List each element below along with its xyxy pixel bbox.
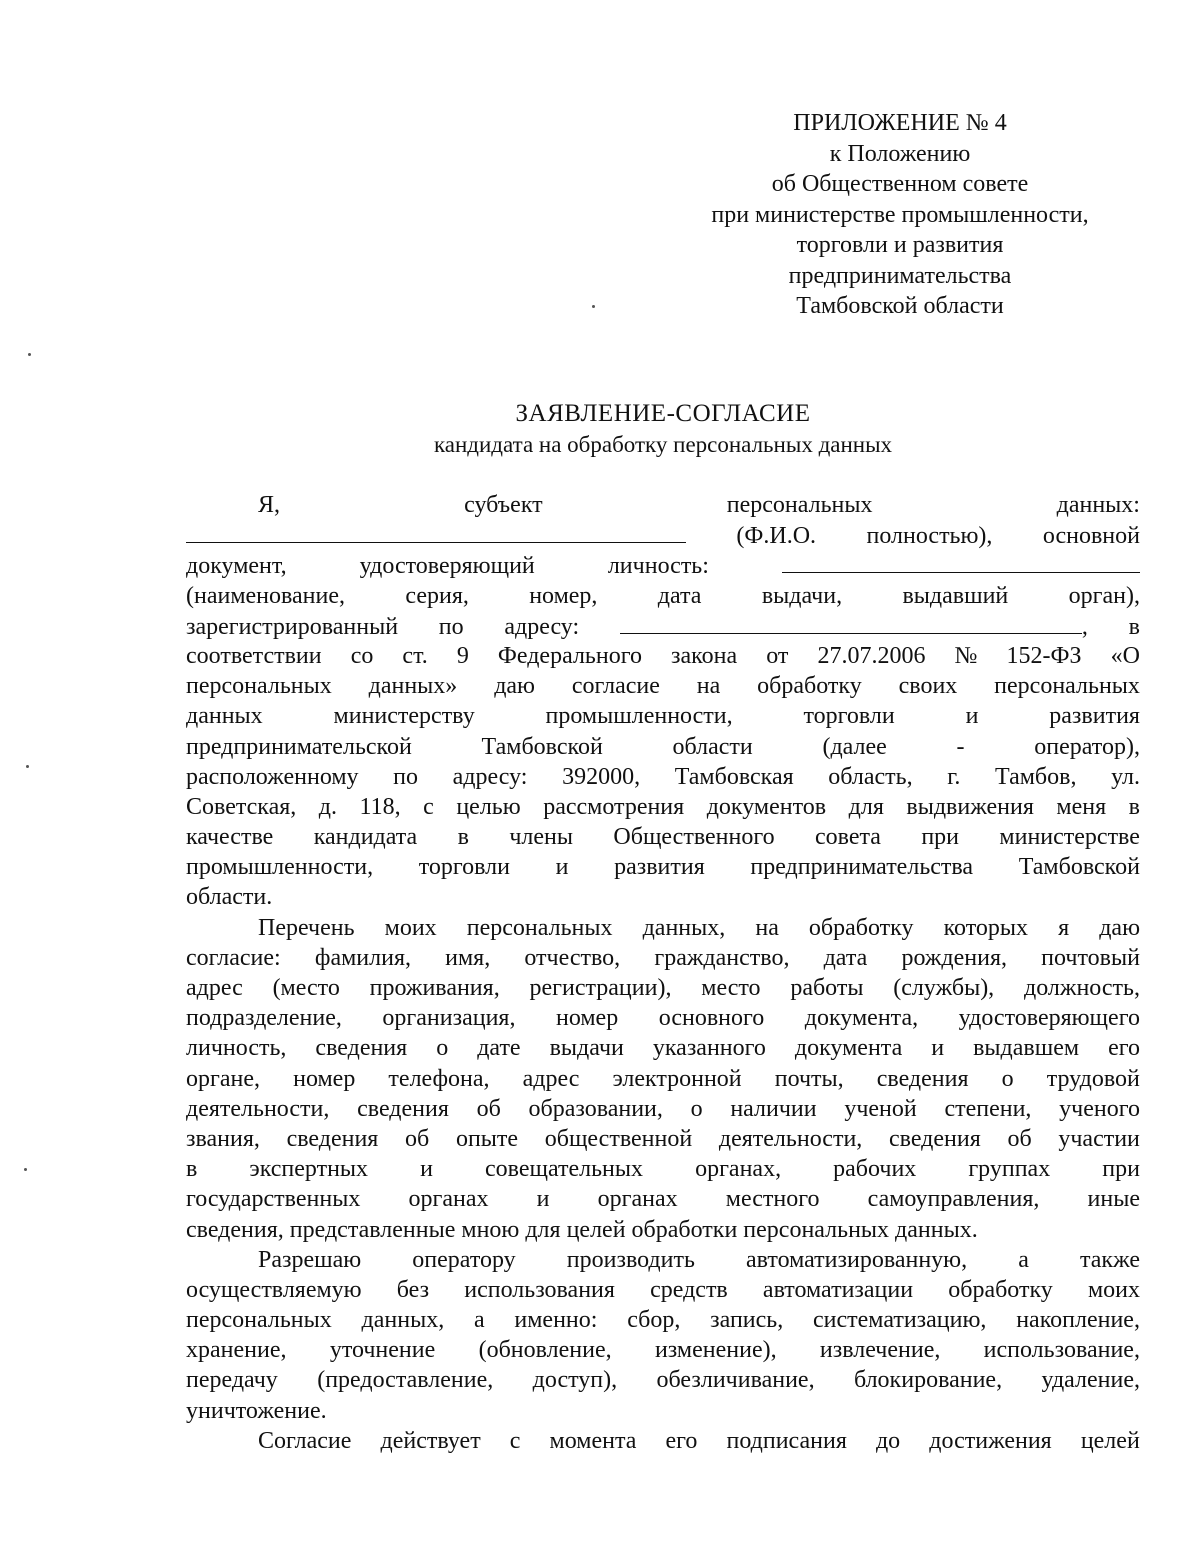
word: и [555, 854, 569, 881]
word: место [701, 975, 761, 1001]
word: государственных [186, 1186, 361, 1213]
word: для [525, 1216, 561, 1243]
p1-line [186, 490, 1140, 520]
word: самоуправления, [867, 1186, 1040, 1213]
word: трудовой [1046, 1065, 1140, 1092]
word: со [350, 642, 374, 669]
word: «О [1110, 642, 1140, 669]
word: номер [555, 1005, 619, 1032]
header-line: торговли и развития [796, 232, 1004, 258]
word: рождения, [901, 944, 1008, 971]
word: автоматизации [762, 1276, 914, 1303]
word: 9 [456, 642, 469, 669]
word: министерству [333, 703, 475, 730]
word: а [473, 1307, 485, 1334]
word: персональных [466, 914, 613, 941]
word: имя, [445, 944, 491, 971]
word: проживания, [369, 975, 500, 1001]
word: с [423, 793, 434, 820]
word: при [1102, 1156, 1140, 1183]
word: для [848, 793, 884, 820]
word: 392000, [562, 763, 641, 790]
word: данных. [895, 1216, 978, 1243]
word: в [1128, 613, 1140, 640]
word: именно: [514, 1307, 598, 1334]
word: использование, [983, 1337, 1140, 1364]
word: местного [725, 1186, 820, 1213]
word: № [954, 642, 978, 669]
p1-line [186, 581, 1140, 611]
word: Тамбовской [481, 733, 603, 760]
word: Общественного [613, 824, 775, 851]
address-field[interactable] [620, 611, 1082, 634]
word: автоматизированную, [746, 1246, 968, 1273]
word: общественной [544, 1125, 693, 1152]
word: торговли [418, 854, 510, 881]
word: (место [272, 975, 340, 1001]
word: на [755, 914, 779, 941]
word: иные [1087, 1186, 1140, 1213]
word: члены [509, 824, 574, 851]
word: меня [1056, 793, 1107, 820]
word: промышленности, [186, 854, 374, 881]
word: и [965, 703, 979, 730]
word: а [1018, 1246, 1029, 1273]
word: группах [968, 1156, 1051, 1183]
word: гражданство, [654, 944, 790, 971]
word: по [438, 613, 464, 640]
word: документ, [186, 553, 287, 580]
word: в [186, 1156, 198, 1183]
word: основной [1042, 523, 1140, 550]
word: участии [1058, 1125, 1140, 1152]
p1-line [186, 882, 1140, 912]
word: субъект [464, 492, 543, 518]
word: адресу: [504, 613, 580, 640]
word: целей [566, 1216, 626, 1243]
word: передачу [186, 1367, 278, 1394]
word: телефона, [388, 1065, 490, 1092]
word: документов [706, 793, 827, 820]
p2-line [186, 1094, 1140, 1124]
word: предпринимательской [186, 733, 412, 760]
word: до [875, 1427, 901, 1454]
p2-line [186, 913, 1140, 943]
word: выдавший [902, 582, 1009, 609]
word: также [1079, 1246, 1140, 1273]
word: (Ф.И.О. [736, 523, 817, 550]
word: обработку [808, 914, 914, 941]
word: представленные [289, 1216, 456, 1243]
word: деятельности, [186, 1095, 330, 1122]
document-body [186, 490, 1140, 1456]
word: отчество, [524, 944, 621, 971]
word: развития [1049, 703, 1140, 730]
word: изменение), [654, 1337, 777, 1364]
word: организация, [382, 1005, 516, 1032]
word: я [1058, 914, 1070, 941]
word: органах [408, 1186, 489, 1213]
scan-speck [24, 1168, 27, 1171]
word: в [457, 824, 469, 851]
word: моих [384, 914, 437, 941]
p2-line [186, 1124, 1140, 1154]
word: кандидата [313, 824, 418, 851]
word: обезличивание, [656, 1367, 815, 1394]
word: номер, [529, 582, 598, 609]
word: сведения [888, 1125, 981, 1152]
p3-line [186, 1396, 1140, 1426]
word: Федерального [497, 642, 642, 669]
word: обработки [631, 1216, 738, 1243]
p1-line [186, 611, 1140, 641]
header-line: при министерстве промышленности, [711, 201, 1089, 228]
word: подразделение, [186, 1005, 342, 1032]
word: данных» [368, 673, 458, 700]
p2-line [186, 1033, 1140, 1063]
word: запись, [710, 1307, 784, 1334]
word: его [665, 1427, 698, 1454]
word: органе, [186, 1065, 260, 1092]
p3-line [186, 1335, 1140, 1365]
word: удостоверяющий [359, 553, 535, 580]
word: сведения [357, 1095, 449, 1122]
word: удаление, [1041, 1367, 1140, 1394]
word: рассмотрения [543, 793, 685, 820]
word: 27.07.2006 [817, 642, 926, 669]
word: торговли [803, 703, 895, 730]
word: сведения, [186, 1216, 284, 1243]
word: дата [823, 944, 868, 971]
p3-line [186, 1365, 1140, 1395]
word: о [1001, 1065, 1014, 1092]
p2-line [186, 943, 1140, 973]
word: органах, [695, 1156, 782, 1183]
word: его [1108, 1035, 1140, 1062]
word: удостоверяющего [958, 1005, 1140, 1032]
word: должность, [1023, 975, 1140, 1001]
word: Тамбовская [674, 763, 794, 790]
header-line: предпринимательства [788, 262, 1012, 289]
word: наличии [730, 1095, 817, 1122]
word: - [956, 733, 965, 760]
header-line: к Положению [829, 140, 971, 167]
p3-line [186, 1305, 1140, 1335]
word: хранение, [186, 1337, 287, 1364]
word: электронной [612, 1065, 742, 1092]
word: регистрации), [529, 975, 672, 1001]
word: фамилия, [314, 944, 411, 971]
address-field-group [620, 611, 1088, 642]
word: личность: [607, 553, 709, 580]
word: согласие [571, 673, 660, 700]
word: почтовый [1041, 944, 1140, 971]
scan-speck [592, 305, 595, 308]
word: , [1081, 613, 1088, 640]
word: совета [815, 824, 881, 851]
p2-line [186, 1184, 1140, 1214]
word: закона [671, 642, 738, 669]
p2-line [186, 1215, 1140, 1245]
word: оператору [412, 1246, 516, 1273]
word: ученой [844, 1095, 917, 1122]
word: персональных [994, 673, 1140, 700]
word: персональных [186, 1307, 332, 1334]
word: об [405, 1125, 430, 1152]
word: ул. [1111, 763, 1140, 790]
word: опыте [455, 1125, 519, 1152]
p1-line [186, 701, 1140, 731]
word: (обновление, [478, 1337, 612, 1364]
p4-line [186, 1426, 1140, 1456]
p3-line [186, 1245, 1140, 1275]
document-subtitle: кандидата на обработку персональных данных [433, 432, 893, 457]
word: деятельности, [718, 1125, 863, 1152]
word: область, [828, 763, 913, 790]
word: почты, [774, 1065, 844, 1092]
word: об [476, 1095, 501, 1122]
word: (далее [822, 733, 887, 760]
word: данных: [1056, 492, 1140, 518]
word: доступ), [532, 1367, 618, 1394]
word: о [690, 1095, 703, 1122]
fullname-field[interactable] [186, 520, 686, 543]
word: (службы), [893, 975, 995, 1001]
word: оператор), [1034, 733, 1140, 760]
word: и [420, 1156, 433, 1183]
document-title: ЗАЯВЛЕНИЕ-СОГЛАСИЕ [515, 400, 811, 427]
word: орган), [1068, 582, 1140, 609]
word: от [766, 642, 789, 669]
word: сведения [315, 1035, 408, 1062]
word: момента [549, 1427, 637, 1454]
word: данных [186, 703, 263, 730]
word: органах [597, 1186, 678, 1213]
word: сбор, [627, 1307, 681, 1334]
id-document-field[interactable] [782, 550, 1140, 573]
word: промышленности, [545, 703, 733, 730]
word: развития [614, 854, 705, 881]
word: рабочих [833, 1156, 917, 1183]
word: Перечень [258, 914, 355, 941]
word: номер [293, 1065, 356, 1092]
word: Согласие [258, 1427, 352, 1454]
word: согласие: [186, 944, 281, 971]
word: области [672, 733, 753, 760]
word: выдачи [549, 1035, 624, 1062]
word: предпринимательства [750, 854, 974, 881]
p1-line [186, 852, 1140, 882]
word: обработку [948, 1276, 1053, 1303]
word: 152-ФЗ [1006, 642, 1082, 669]
word: мною [461, 1216, 520, 1243]
word: достижения [929, 1427, 1052, 1454]
word: накопление, [1016, 1307, 1140, 1334]
word: с [509, 1427, 521, 1454]
word: уничтожение. [186, 1397, 327, 1424]
word: документа [794, 1035, 903, 1062]
word: при [921, 824, 960, 851]
word: осуществляемую [186, 1276, 362, 1303]
word: которых [943, 914, 1028, 941]
word: д. [318, 793, 338, 820]
word: обработку [757, 673, 862, 700]
word: даю [494, 673, 535, 700]
word: совещательных [484, 1156, 644, 1183]
word: выдавшем [973, 1035, 1080, 1062]
word: извлечение, [819, 1337, 941, 1364]
word: ст. [402, 642, 428, 669]
word: об [1007, 1125, 1032, 1152]
word: звания, [186, 1125, 260, 1152]
word: образовании, [528, 1095, 663, 1122]
word: работы [790, 975, 864, 1001]
p2-line [186, 1064, 1140, 1094]
word: адрес [186, 975, 243, 1001]
p1-line [186, 550, 1140, 580]
word: (наименование, [186, 582, 346, 609]
word: средств [650, 1276, 728, 1303]
word: Я, [258, 492, 281, 518]
word: основного [658, 1005, 765, 1032]
p2-line [186, 1154, 1140, 1184]
word: на [696, 673, 721, 700]
document-title-block [186, 398, 1140, 460]
appendix-header [660, 108, 1140, 322]
p1-line [186, 671, 1140, 701]
word: (предоставление, [317, 1367, 494, 1394]
p2-line [186, 973, 1140, 1003]
word: своих [898, 673, 958, 700]
p1-line [186, 792, 1140, 822]
word: блокирование, [853, 1367, 1003, 1394]
word: 118, [359, 793, 401, 820]
word: целью [456, 793, 521, 820]
word: данных, [361, 1307, 445, 1334]
word: серия, [405, 582, 469, 609]
p1-line [186, 762, 1140, 792]
word: адрес [522, 1065, 580, 1092]
word: Разрешаю [258, 1246, 362, 1273]
word: в [1128, 793, 1140, 820]
word: данных, [642, 914, 726, 941]
word: министерстве [999, 824, 1140, 851]
word: систематизацию, [813, 1307, 987, 1334]
word: выдачи, [761, 582, 843, 609]
word: без [396, 1276, 430, 1303]
word: полностью), [866, 523, 993, 550]
word: персональных [186, 673, 332, 700]
word: персональных [743, 1216, 890, 1243]
word: степени, [944, 1095, 1032, 1122]
word: области. [186, 884, 273, 911]
word: Советская, [186, 793, 297, 820]
word: уточнение [329, 1337, 436, 1364]
word: и [536, 1186, 550, 1213]
word: сведения [286, 1125, 379, 1152]
word: производить [566, 1246, 695, 1273]
word: адресу: [452, 763, 528, 790]
word: экспертных [249, 1156, 369, 1183]
header-line: ПРИЛОЖЕНИЕ № 4 [793, 110, 1007, 136]
scan-speck [26, 765, 29, 768]
word: персональных [726, 492, 873, 518]
word: даю [1099, 914, 1140, 941]
p3-line [186, 1275, 1140, 1305]
word: использования [464, 1276, 615, 1303]
word: подписания [726, 1427, 847, 1454]
scan-speck [28, 353, 31, 356]
word: о [436, 1035, 449, 1062]
header-line: об Общественном совете [771, 171, 1029, 197]
word: качестве [186, 824, 274, 851]
word: сведения [876, 1065, 969, 1092]
word: документа, [804, 1005, 919, 1032]
word: Тамбов, [995, 763, 1077, 790]
word: дата [657, 582, 702, 609]
word: расположенному [186, 763, 359, 790]
word: выдвижения [906, 793, 1034, 820]
p2-line [186, 1003, 1140, 1033]
p1-line [186, 732, 1140, 762]
word: моих [1087, 1276, 1140, 1303]
word: ученого [1059, 1095, 1140, 1122]
word: дате [477, 1035, 521, 1062]
word: указанного [652, 1035, 766, 1062]
word: по [393, 763, 419, 790]
word: и [931, 1035, 945, 1062]
header-line: Тамбовской области [796, 293, 1004, 319]
word: целей [1080, 1427, 1140, 1454]
word: соответствии [186, 642, 322, 669]
word: г. [947, 763, 961, 790]
p1-line [186, 641, 1140, 671]
p1-line [186, 822, 1140, 852]
word: Тамбовской [1018, 854, 1140, 881]
word: действует [380, 1427, 481, 1454]
p1-line [186, 520, 1140, 550]
word: личность, [186, 1035, 287, 1062]
word: зарегистрированный [186, 613, 399, 640]
